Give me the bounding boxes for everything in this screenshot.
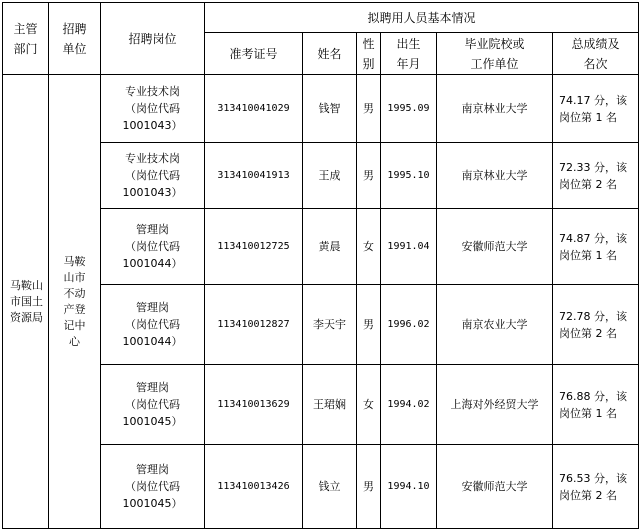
school-cell: 南京林业大学: [437, 75, 553, 143]
position-cell: [101, 365, 205, 445]
rank-text: 岗位第 1 名: [559, 406, 617, 420]
unit-text: 心: [69, 334, 80, 348]
rank-text: 岗位第 2 名: [559, 488, 617, 502]
name-cell: 钱智: [303, 75, 357, 143]
position-type: 管理岗: [136, 463, 169, 476]
recruitment-table: [2, 2, 639, 529]
header-birth: [381, 33, 437, 75]
position-code: 1001045）: [122, 415, 183, 428]
header-exam-no: 准考证号: [205, 33, 303, 75]
gender-cell: 女: [357, 209, 381, 285]
position-code: 1001044）: [122, 335, 183, 348]
name-cell: 王成: [303, 143, 357, 209]
header-name: 姓名: [303, 33, 357, 75]
score-cell: [553, 365, 639, 445]
header-position: 招聘岗位: [101, 3, 205, 75]
department-text: 市国土: [10, 294, 43, 308]
score-cell: [553, 143, 639, 209]
school-cell: 南京林业大学: [437, 143, 553, 209]
score-text: 74.17 分，该: [559, 93, 627, 107]
score-text: 74.87 分，该: [559, 231, 627, 245]
score-cell: [553, 285, 639, 365]
exam-no-cell: 113410013629: [205, 365, 303, 445]
gender-cell: 男: [357, 445, 381, 529]
header-text: 年月: [396, 56, 421, 71]
position-cell: [101, 75, 205, 143]
birth-cell: 1995.10: [381, 143, 437, 209]
rank-text: 岗位第 2 名: [559, 177, 617, 191]
exam-no-cell: 113410013426: [205, 445, 303, 529]
position-cell: [101, 143, 205, 209]
position-code: 1001044）: [122, 257, 183, 270]
unit-text: 产登: [63, 302, 86, 316]
position-code-label: （岗位代码: [125, 240, 180, 253]
position-cell: [101, 209, 205, 285]
gender-cell: 男: [357, 143, 381, 209]
position-type: 管理岗: [136, 301, 169, 314]
header-unit: [49, 3, 101, 75]
position-cell: [101, 445, 205, 529]
birth-cell: 1991.04: [381, 209, 437, 285]
header-text: 单位: [62, 41, 87, 56]
position-code-label: （岗位代码: [125, 318, 180, 331]
position-cell: [101, 285, 205, 365]
exam-no-cell: 313410041029: [205, 75, 303, 143]
header-group: 拟聘用人员基本情况: [205, 3, 639, 33]
name-cell: 钱立: [303, 445, 357, 529]
birth-cell: 1994.10: [381, 445, 437, 529]
header-text: 别: [362, 56, 375, 71]
header-text: 主管: [13, 21, 38, 36]
header-text: 部门: [13, 41, 38, 56]
name-cell: 黄晨: [303, 209, 357, 285]
exam-no-cell: 313410041913: [205, 143, 303, 209]
gender-cell: 男: [357, 75, 381, 143]
birth-cell: 1995.09: [381, 75, 437, 143]
department-cell: [3, 75, 49, 529]
position-type: 管理岗: [136, 381, 169, 394]
position-type: 专业技术岗: [125, 152, 180, 165]
header-row-1: [3, 3, 639, 33]
score-cell: [553, 445, 639, 529]
position-code-label: （岗位代码: [125, 398, 180, 411]
school-cell: 安徽师范大学: [437, 209, 553, 285]
header-department: [3, 3, 49, 75]
header-text: 性: [362, 36, 375, 51]
header-score: [553, 33, 639, 75]
score-cell: [553, 209, 639, 285]
position-type: 专业技术岗: [125, 85, 180, 98]
score-text: 76.53 分，该: [559, 471, 627, 485]
header-text: 毕业院校或: [464, 36, 525, 51]
unit-text: 记中: [63, 318, 86, 332]
table-row: [3, 75, 639, 143]
unit-cell: [49, 75, 101, 529]
rank-text: 岗位第 1 名: [559, 110, 617, 124]
header-text: 招聘: [62, 21, 87, 36]
department-text: 资源局: [10, 310, 43, 324]
gender-cell: 女: [357, 365, 381, 445]
header-text: 名次: [583, 56, 608, 71]
name-cell: 李天宇: [303, 285, 357, 365]
unit-text: 马鞍: [63, 254, 86, 268]
position-code-label: （岗位代码: [125, 102, 180, 115]
position-code-label: （岗位代码: [125, 169, 180, 182]
header-gender: [357, 33, 381, 75]
school-cell: 南京农业大学: [437, 285, 553, 365]
position-code: 1001045）: [122, 497, 183, 510]
rank-text: 岗位第 2 名: [559, 326, 617, 340]
header-school: [437, 33, 553, 75]
header-text: 工作单位: [470, 56, 519, 71]
position-code: 1001043）: [122, 119, 183, 132]
birth-cell: 1994.02: [381, 365, 437, 445]
unit-text: 不动: [63, 286, 86, 300]
gender-cell: 男: [357, 285, 381, 365]
rank-text: 岗位第 1 名: [559, 248, 617, 262]
score-cell: [553, 75, 639, 143]
school-cell: 安徽师范大学: [437, 445, 553, 529]
score-text: 72.78 分，该: [559, 309, 627, 323]
exam-no-cell: 113410012827: [205, 285, 303, 365]
department-text: 马鞍山: [10, 278, 43, 292]
position-code: 1001043）: [122, 186, 183, 199]
position-type: 管理岗: [136, 223, 169, 236]
score-text: 72.33 分，该: [559, 160, 627, 174]
name-cell: 王珺娴: [303, 365, 357, 445]
school-cell: 上海对外经贸大学: [437, 365, 553, 445]
position-code-label: （岗位代码: [125, 480, 180, 493]
header-text: 出生: [396, 36, 421, 51]
unit-text: 山市: [63, 270, 86, 284]
score-text: 76.88 分，该: [559, 389, 627, 403]
birth-cell: 1996.02: [381, 285, 437, 365]
header-text: 总成绩及: [571, 36, 620, 51]
exam-no-cell: 113410012725: [205, 209, 303, 285]
